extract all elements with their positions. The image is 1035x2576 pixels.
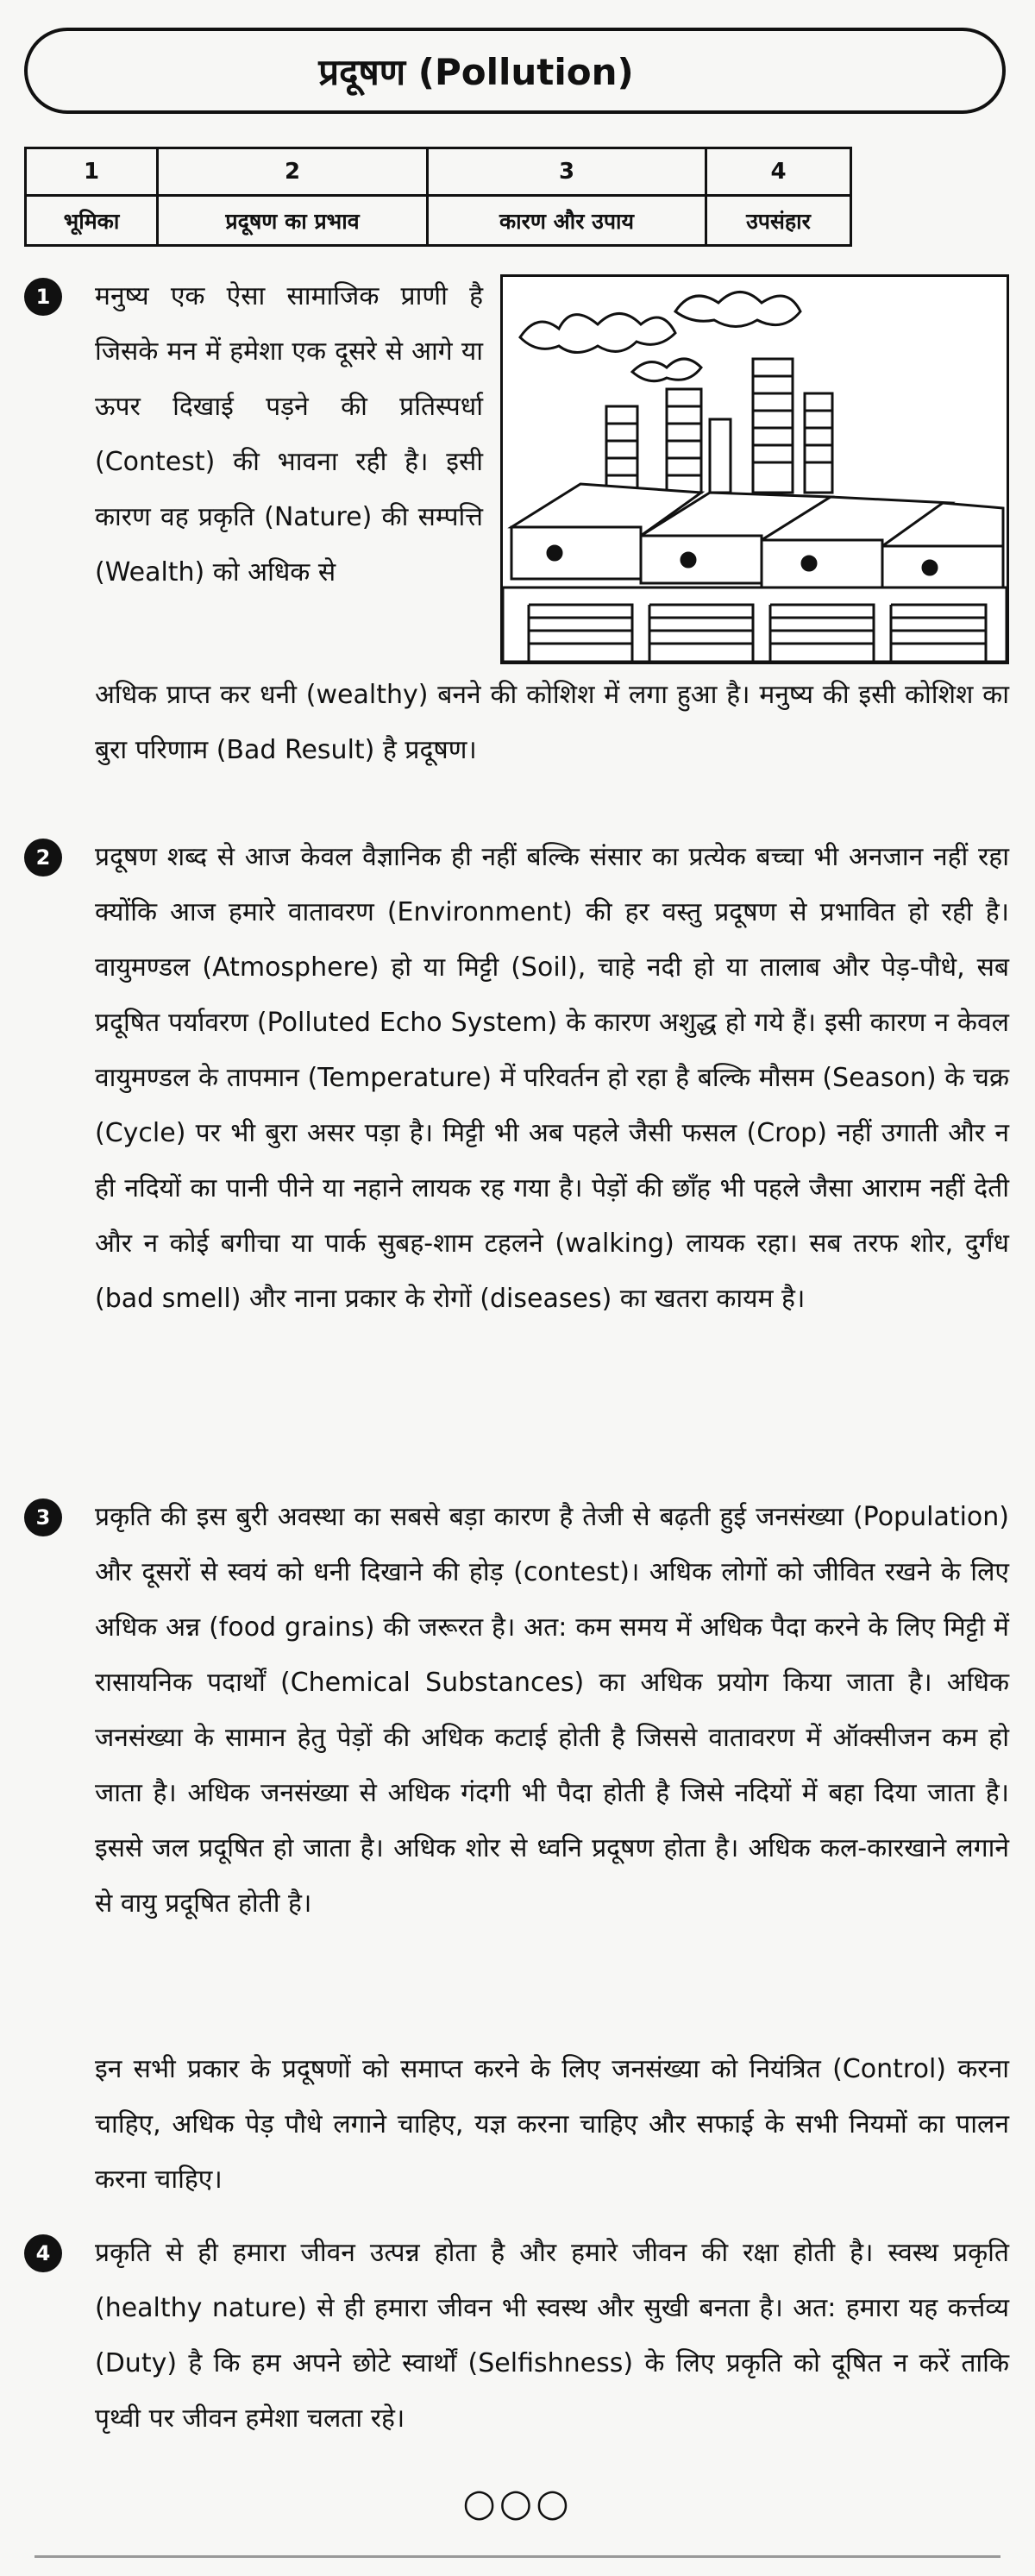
bullet-1: 1 xyxy=(24,278,62,316)
paragraph-4: प्रकृति से ही हमारा जीवन उत्पन्न होता है और हमारे जीवन की रक्षा होती है। स्वस्थ प्रकृति (healthy nature) से ही हमारा जीवन भी स्वस्थ और सुखी बनता है। अत: हमारा यह कर्त्तव्य (Duty) है कि हम अपने छोटे स्वार्थों (Selfishness) के लिए प्रकृति को दूषित न करें ताकि पृथ्वी पर जीवन हमेशा चलता रहे। xyxy=(95,2238,1009,2434)
outline-cell-2 xyxy=(159,149,429,244)
outline-label: कारण और उपाय xyxy=(499,208,635,234)
bullet-3: 3 xyxy=(24,1498,62,1536)
paragraph-1-rest: अधिक प्राप्त कर धनी (wealthy) बनने की कोशिश में लगा हुआ है। मनुष्य की इसी कोशिश का बुरा परिणाम (Bad Result) है प्रदूषण। xyxy=(95,680,1009,765)
outline-number: 2 xyxy=(159,149,426,197)
paragraph-1-intro: मनुष्य एक ऐसा सामाजिक प्राणी है जिसके मन में हमेशा एक दूसरे से आगे या ऊपर दिखाई पड़ने की प्रतिस्पर्धा (Contest) की भावना रही है। इसी कारण वह प्रकृति (Nature) की सम्पत्ति (Wealth) को अधिक से xyxy=(95,281,483,587)
outline-table xyxy=(24,147,852,247)
paragraph-3a: प्रकृति की इस बुरी अवस्था का सबसे बड़ा कारण है तेजी से बढ़ती हुई जनसंख्या (Population) और दूसरों से स्वयं को धनी दिखाने की होड़ (contest)। अधिक लोगों को जीवित रखने के लिए अधिक अन्न (food grains) की जरूरत है। अत: कम समय में अधिक पैदा करने के लिए मिट्टी में रासायनिक पदार्थों (Chemical Substances) का अधिक प्रयोग किया जाता है। अधिक जनसंख्या के सामान हेतु पेड़ों की अधिक कटाई होती है जिससे वातावरण में ऑक्सीजन कम हो जाता है। अधिक जनसंख्या से अधिक गंदगी भी पैदा होती है जिसे नदियों में बहा दिया जाता है। इससे जल प्रदूषित हो जाता है। अधिक शोर से ध्वनि प्रदूषण होता है। अधिक कल-कारखाने लगाने से वायु प्रदूषित होती है। xyxy=(95,1502,1009,1919)
title-banner xyxy=(24,28,1006,114)
divider xyxy=(34,2555,1000,2558)
outline-cell-4 xyxy=(707,149,850,244)
outline-number: 4 xyxy=(707,149,850,197)
outline-label: भूमिका xyxy=(63,208,120,234)
bullet-4: 4 xyxy=(24,2234,62,2272)
outline-number: 1 xyxy=(27,149,156,197)
factory-illustration xyxy=(500,274,1009,664)
outline-number: 3 xyxy=(429,149,705,197)
outline-cell-3 xyxy=(429,149,707,244)
outline-cell-1 xyxy=(27,149,159,244)
page-title: प्रदूषण (Pollution) xyxy=(318,50,634,93)
bullet-2: 2 xyxy=(24,839,62,876)
factory-pollution-icon xyxy=(503,277,1007,662)
end-mark: ○○○ xyxy=(462,2481,573,2525)
paragraph-3b: इन सभी प्रकार के प्रदूषणों को समाप्त करने के लिए जनसंख्या को नियंत्रित (Control) करना चाहिए, अधिक पेड़ पौधे लगाने चाहिए, यज्ञ करना चाहिए और सफाई के सभी नियमों का पालन करना चाहिए। xyxy=(95,2054,1009,2195)
outline-label: उपसंहार xyxy=(746,208,811,234)
paragraph-2: प्रदूषण शब्द से आज केवल वैज्ञानिक ही नहीं बल्कि संसार का प्रत्येक बच्चा भी अनजान नहीं रहा क्योंकि आज हमारे वातावरण (Environment) की हर वस्तु प्रदूषण से प्रभावित हो रही है। वायुमण्डल (Atmosphere) हो या मिट्टी (Soil), चाहे नदी हो या तालाब और पेड़-पौधे, सब प्रदूषित पर्यावरण (Polluted Echo System) के कारण अशुद्ध हो गये हैं। इसी कारण न केवल वायुमण्डल के तापमान (Temperature) में परिवर्तन हो रहा है बल्कि मौसम (Season) के चक्र (Cycle) पर भी बुरा असर पड़ा है। मिट्टी भी अब पहले जैसी फसल (Crop) नहीं उगाती और न ही नदियों का पानी पीने या नहाने लायक रह गया है। पेड़ों की छाँह भी पहले जैसा आराम नहीं देती और न कोई बगीचा या पार्क सुबह-शाम टहलने (walking) लायक रहा। सब तरफ शोर, दुर्गंध (bad smell) और नाना प्रकार के रोगों (diseases) का खतरा कायम है। xyxy=(95,842,1009,1314)
outline-label: प्रदूषण का प्रभाव xyxy=(225,208,360,234)
